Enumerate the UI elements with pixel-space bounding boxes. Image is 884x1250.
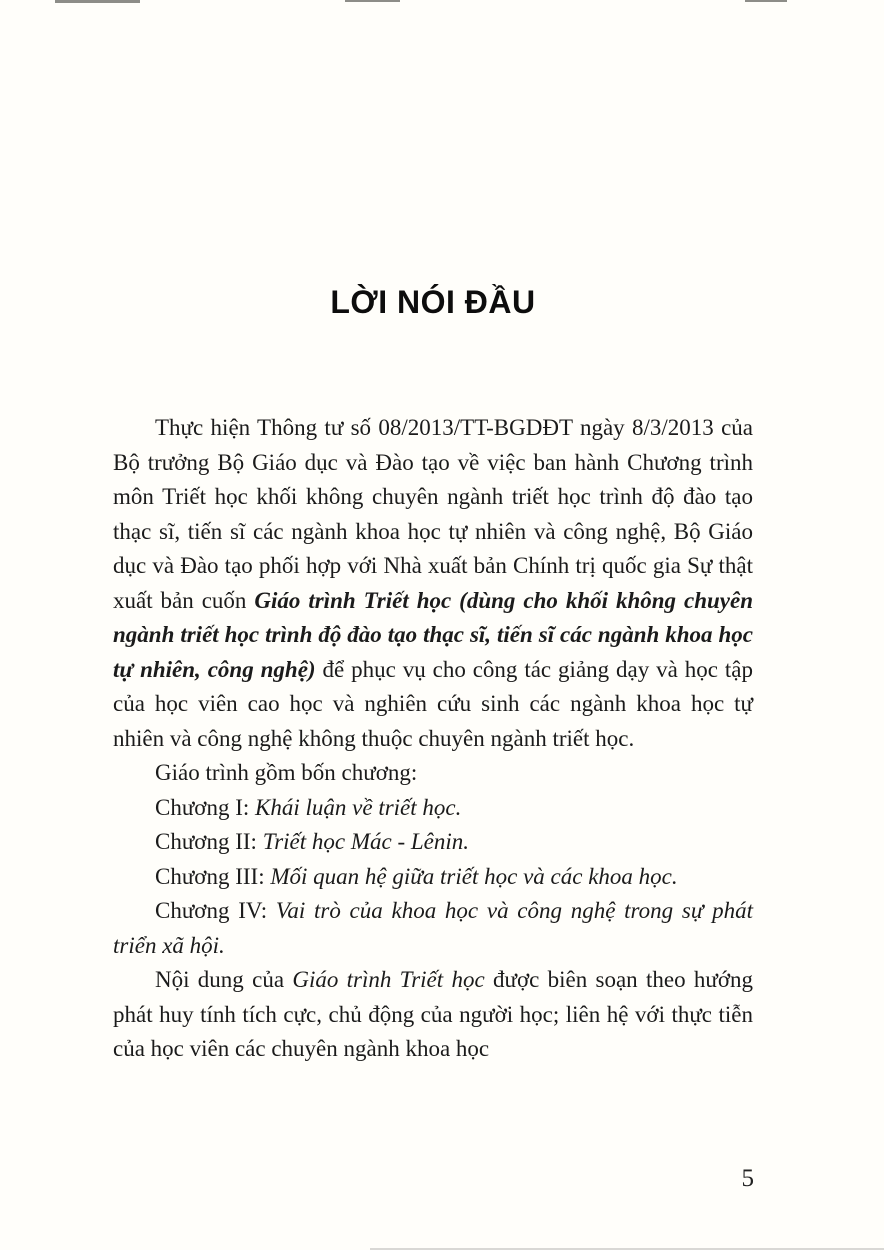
text-run: Giáo trình Triết học (dùng cho khối không chuyên ngành triết học trình độ đào tạo thạc sĩ, tiến sĩ các ngành khoa học tự nhiên, công nghệ) <box>113 587 753 682</box>
page-content <box>113 283 753 1067</box>
paragraph <box>113 825 753 860</box>
text-run: Nội dung của <box>155 967 293 992</box>
paragraph <box>113 894 753 963</box>
scan-artifact-top-1 <box>55 0 140 3</box>
paragraph <box>113 791 753 826</box>
text-run: Chương IV: <box>155 898 276 923</box>
paragraph <box>113 411 753 756</box>
text-run: Giáo trình Triết học <box>292 967 485 992</box>
text-run: để phục vụ cho công tác giảng dạy và học tập của học viên cao học và nghiên cứu sinh các ngành khoa học tự nhiên và công nghệ không thuộc chuyên ngành triết học. <box>113 656 753 751</box>
text-run: Chương I: <box>155 794 256 820</box>
text-run: Giáo trình gồm bốn chương: <box>155 760 418 785</box>
text-run: Vai trò của khoa học và công nghệ trong sự phát triển xã hội. <box>113 898 753 958</box>
scan-artifact-top-3 <box>745 0 787 2</box>
paragraph <box>113 860 753 895</box>
text-run: Thực hiện Thông tư số 08/2013/TT-BGDĐT ngày 8/3/2013 của Bộ trưởng Bộ Giáo dục và Đào tạo về việc ban hành Chương trình môn Triết học khối không chuyên ngành triết học trình độ đào tạo thạc sĩ, tiến sĩ các ngành khoa học tự nhiên và công nghệ, Bộ Giáo dục và Đào tạo phối hợp với Nhà xuất bản Chính trị quốc gia Sự thật xuất bản cuốn <box>113 415 753 613</box>
body-text <box>113 411 753 1067</box>
text-run: Chương III: <box>155 863 271 889</box>
text-run: Mối quan hệ giữa triết học và các khoa học. <box>270 863 678 889</box>
page-title: LỜI NÓI ĐẦU <box>330 284 536 320</box>
text-run: Chương II: <box>155 829 263 854</box>
scan-artifact-top-2 <box>345 0 400 2</box>
page-number: 5 <box>741 1165 754 1192</box>
text-run: được biên soạn theo hướng phát huy tính tích cực, chủ động của người học; liên hệ với thực tiễn của học viên các chuyên ngành khoa học <box>113 967 754 1061</box>
text-run: Khái luận về triết học. <box>255 794 462 820</box>
paragraph <box>113 756 753 791</box>
paragraph <box>113 963 753 1067</box>
text-run: Triết học Mác - Lênin. <box>262 829 470 854</box>
